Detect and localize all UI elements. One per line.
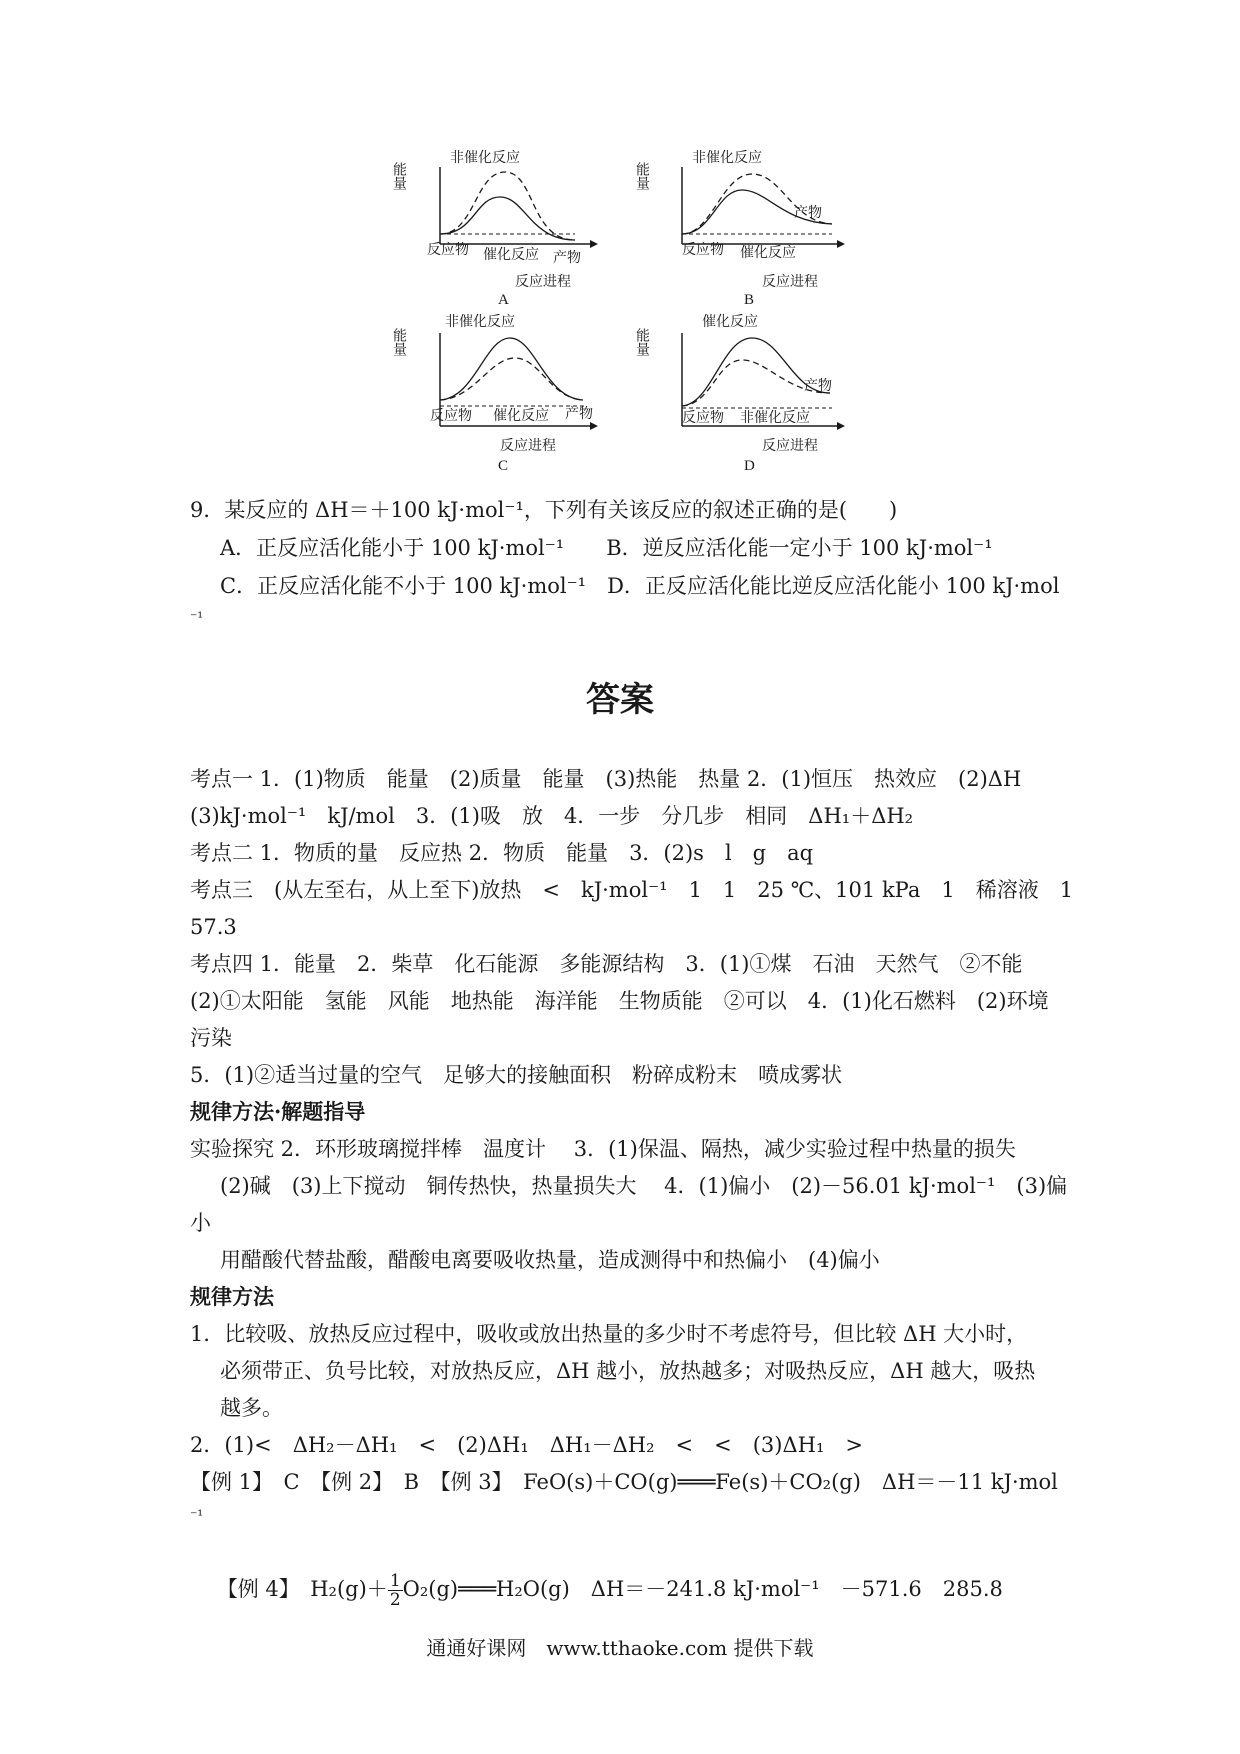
fraction-one-half	[388, 1572, 403, 1609]
diagram-letter: D	[744, 458, 755, 474]
energy-diagram-d	[634, 314, 842, 474]
noncatalyzed-label: 非催化反应	[445, 314, 515, 330]
y-axis-label: 能量	[391, 162, 407, 190]
footer: 通通好课网 www.tthaoke.com 提供下载	[426, 1636, 814, 1660]
question-9-options-cd: C．正反应活化能不小于 100 kJ·mol⁻¹ D．正反应活化能比逆反应活化能小 100 kJ·mol	[220, 574, 1060, 598]
reactant-label: 反应物	[682, 410, 724, 426]
answer-line: 【例 1】 C 【例 2】 B 【例 3】 FeO(s)＋CO(g)═══Fe(s)＋CO₂(g) ΔH＝－11 kJ·mol	[190, 1470, 1058, 1494]
section-heading: 规律方法	[190, 1284, 274, 1309]
noncatalyzed-label: 非催化反应	[450, 150, 520, 166]
question-9-options-ab: A．正反应活化能小于 100 kJ·mol⁻¹ B．逆反应活化能一定小于 100 kJ·mol⁻¹	[220, 536, 993, 560]
y-axis-label: 能量	[634, 328, 650, 356]
answer-line: 用醋酸代替盐酸，醋酸电离要吸收热量，造成测得中和热偏小 (4)偏小	[220, 1248, 880, 1272]
answer-line: 越多。	[220, 1396, 283, 1420]
answer-line: (3)kJ·mol⁻¹ kJ/mol 3．(1)吸 放 4．一步 分几步 相同 ΔH₁＋ΔH₂	[190, 804, 914, 828]
diagram-letter: B	[744, 292, 755, 308]
reactant-label: 反应物	[682, 242, 724, 258]
energy-diagram-c	[391, 314, 595, 474]
answer-title: 答案	[586, 680, 654, 720]
diagram-letter: A	[498, 292, 509, 308]
answer-line: (2)①太阳能 氢能 风能 地热能 海洋能 生物质能 ②可以 4．(1)化石燃料 (2)环境	[190, 989, 1049, 1013]
answer-line: 57.3	[190, 915, 237, 939]
x-axis-label: 反应进程	[762, 438, 818, 454]
example-4-rest: O₂(g)═══H₂O(g) ΔH＝－241.8 kJ·mol⁻¹ －571.6 285.8	[402, 1577, 1003, 1601]
fraction-numerator: 1	[389, 1571, 401, 1591]
x-axis-label: 反应进程	[515, 274, 571, 290]
section-heading: 规律方法·解题指导	[190, 1099, 366, 1124]
fraction-denominator: 2	[389, 1590, 401, 1610]
answer-line: 实验探究 2．环形玻璃搅拌棒 温度计 3．(1)保温、隔热，减少实验过程中热量的损失	[190, 1137, 1016, 1161]
question-9-continuation: ⁻¹	[190, 610, 204, 626]
noncatalyzed-label: 非催化反应	[692, 150, 762, 166]
reactant-label: 反应物	[427, 242, 469, 258]
example-4-label: 【例 4】 H₂(g)＋	[216, 1577, 388, 1601]
catalyzed-top-label: 催化反应	[702, 314, 758, 330]
catalyzed-label: 催化反应	[483, 247, 539, 263]
answer-line: 考点三 (从左至右，从上至下)放热 < kJ·mol⁻¹ 1 1 25 ℃、101 kPa 1 稀溶液 1	[190, 878, 1074, 902]
reactant-label: 反应物	[430, 408, 472, 424]
answer-line: 2．(1)< ΔH₂－ΔH₁ < (2)ΔH₁ ΔH₁－ΔH₂ < < (3)ΔH₁ >	[190, 1433, 863, 1457]
answer-line: 1．比较吸、放热反应过程中，吸收或放出热量的多少时不考虑符号，但比较 ΔH 大小时，	[190, 1322, 1028, 1346]
answer-line: (2)碱 (3)上下搅动 铜传热快，热量损失大 4．(1)偏小 (2)－56.01 kJ·mol⁻¹ (3)偏	[220, 1174, 1068, 1198]
product-label: 产物	[804, 378, 832, 394]
answer-line: ⁻¹	[190, 1508, 204, 1524]
y-axis-label: 能量	[634, 162, 650, 190]
catalyzed-label: 催化反应	[493, 408, 549, 424]
catalyzed-label: 催化反应	[740, 245, 796, 261]
energy-diagram-a	[391, 150, 595, 308]
answer-line: 5．(1)②适当过量的空气 足够大的接触面积 粉碎成粉末 喷成雾状	[190, 1063, 843, 1087]
diagram-letter: C	[498, 458, 509, 474]
product-label: 产物	[553, 250, 581, 266]
x-axis-label: 反应进程	[500, 438, 556, 454]
noncatalyzed-bottom-label: 非催化反应	[740, 410, 810, 426]
answer-line: 考点二 1．物质的量 反应热 2．物质 能量 3．(2)s l g aq	[190, 841, 814, 865]
y-axis-label: 能量	[391, 328, 407, 356]
energy-diagram-b	[634, 150, 842, 308]
answer-line: 污染	[190, 1026, 232, 1050]
answer-line: 小	[190, 1211, 211, 1235]
answer-line: 必须带正、负号比较，对放热反应，ΔH 越小，放热越多；对吸热反应，ΔH 越大，吸热	[220, 1359, 1036, 1383]
x-axis-label: 反应进程	[762, 274, 818, 290]
example-4-line	[190, 1548, 1003, 1633]
product-label: 产物	[794, 205, 822, 221]
product-label: 产物	[565, 406, 593, 422]
answer-line: 考点四 1．能量 2．柴草 化石能源 多能源结构 3．(1)①煤 石油 天然气 ②不能	[190, 952, 1023, 976]
answer-line: 考点一 1．(1)物质 能量 (2)质量 能量 (3)热能 热量 2．(1)恒压 热效应 (2)ΔH	[190, 767, 1022, 791]
question-9-stem: 9．某反应的 ΔH＝＋100 kJ·mol⁻¹，下列有关该反应的叙述正确的是( )	[190, 498, 898, 522]
